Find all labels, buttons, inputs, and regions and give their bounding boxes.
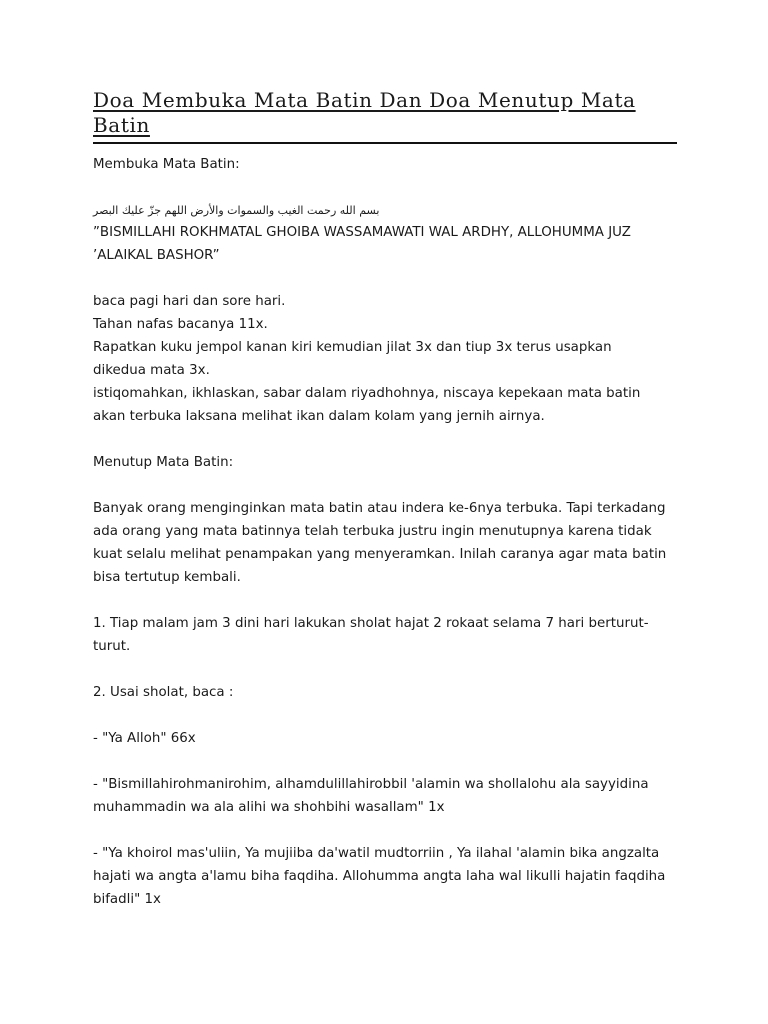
recite-2-line: - "Bismillahirohmanirohim, alhamdulillahirobbil 'alamin wa shollalohu ala sayyidina [93, 777, 649, 792]
step-1-line: 1. Tiap malam jam 3 dini hari lakukan sholat hajat 2 rokaat selama 7 hari berturut- [93, 616, 649, 631]
open-heading: Membuka Mata Batin: [93, 157, 240, 172]
transliteration-line: ”BISMILLAHI ROKHMATAL GHOIBA WASSAMAWATI WAL ARDHY, ALLOHUMMA JUZ [93, 225, 631, 240]
recite-2 [93, 773, 677, 819]
instruction-line: Rapatkan kuku jempol kanan kiri kemudian jilat 3x dan tiup 3x terus usapkan [93, 340, 612, 355]
step-2-text: 2. Usai sholat, baca : [93, 685, 234, 700]
intro-line: ada orang yang mata batinnya telah terbuka justru ingin menutupnya karena tidak [93, 524, 652, 539]
recite-3-line: hajati wa angta a'lamu biha faqdiha. Allohumma angta laha wal likulli hajatin faqdiha [93, 869, 666, 884]
title-divider [93, 142, 677, 144]
instruction-line: baca pagi hari dan sore hari. [93, 294, 286, 309]
recite-1 [93, 727, 677, 750]
recite-3-line: bifadli" 1x [93, 892, 161, 907]
step-1-line: turut. [93, 639, 131, 654]
instructions [93, 290, 677, 428]
title-line-2: Batin [93, 113, 150, 137]
intro-line: kuat selalu melihat penampakan yang menyeramkan. Inilah caranya agar mata batin [93, 547, 667, 562]
intro-line: bisa tertutup kembali. [93, 570, 241, 585]
close-heading-text: Menutup Mata Batin: [93, 455, 234, 470]
recite-1-text: - "Ya Alloh" 66x [93, 731, 196, 746]
transliteration [93, 221, 677, 267]
document-title [93, 88, 677, 138]
instruction-line: Tahan nafas bacanya 11x. [93, 317, 268, 332]
arabic-prayer: بسم الله رحمت الغيب والسموات والأرض اللهم جزّ عليك البصر [93, 204, 380, 217]
close-intro [93, 497, 677, 589]
instruction-line: istiqomahkan, ikhlaskan, sabar dalam riyadhohnya, niscaya kepekaan mata batin [93, 386, 641, 401]
instruction-line: dikedua mata 3x. [93, 363, 210, 378]
title-line-1: Doa Membuka Mata Batin Dan Doa Menutup Mata [93, 88, 636, 112]
step-1 [93, 612, 677, 658]
transliteration-line: ’ALAIKAL BASHOR” [93, 248, 220, 263]
document-page [93, 88, 677, 911]
recite-3-line: - "Ya khoirol mas'uliin, Ya mujiiba da'watil mudtorriin , Ya ilahal 'alamin bika angzalta [93, 846, 660, 861]
step-2 [93, 681, 677, 704]
intro-line: Banyak orang menginginkan mata batin atau indera ke-6nya terbuka. Tapi terkadang [93, 501, 666, 516]
close-heading [93, 451, 677, 474]
recite-2-line: muhammadin wa ala alihi wa shohbihi wasallam" 1x [93, 800, 445, 815]
instruction-line: akan terbuka laksana melihat ikan dalam kolam yang jernih airnya. [93, 409, 545, 424]
recite-3 [93, 842, 677, 911]
